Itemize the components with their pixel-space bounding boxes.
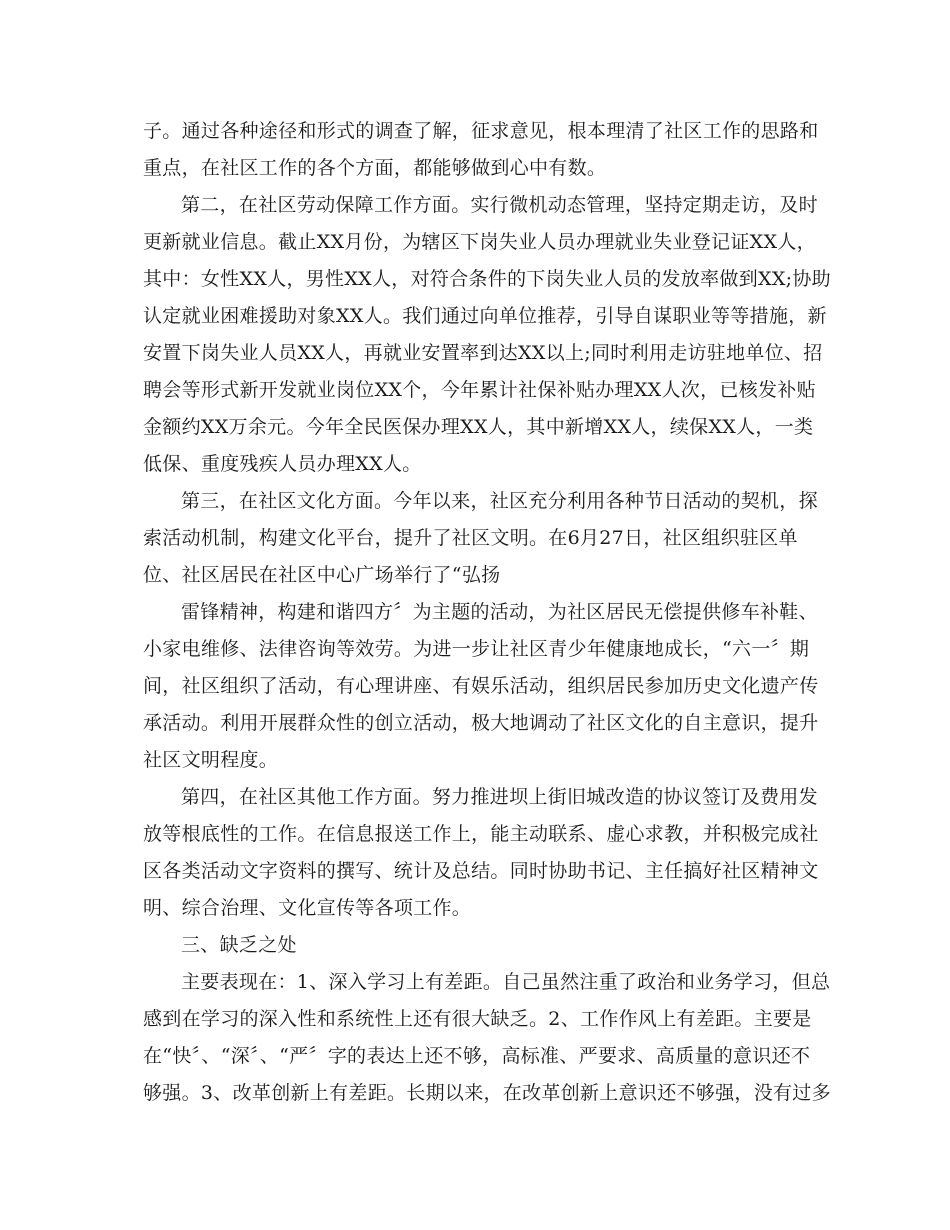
paragraph-start-line: 第三，在社区文化方面。今年以来，社区充分利用各种节日活动的契机，探 (181, 490, 818, 512)
text-line: 明、综合治理、文化宣传等各项工作。 (143, 897, 472, 919)
text-line: 安置下岗失业人员XX人，再就业安置率到达XX以上;同时利用走访驻地单位、招 (143, 342, 823, 364)
text-line: 金额约XX万余元。今年全民医保办理XX人，其中新增XX人，续保XX人，一类 (143, 416, 814, 438)
text-line: 子。通过各种途径和形式的调查了解，征求意见，根本理清了社区工作的思路和 (143, 120, 819, 142)
text-line: 在“快〞、“深〞、“严〞字的表达上还不够，高标准、严要求、高质量的意识还不 (143, 1045, 811, 1067)
text-line: 位、社区居民在社区中心广场举行了“弘扬 (143, 564, 501, 586)
paragraph-start-line: 主要表现在：1、深入学习上有差距。自己虽然注重了政治和业务学习，但总 (181, 971, 831, 993)
section-heading: 三、缺乏之处 (181, 934, 297, 956)
text-line: 感到在学习的深入性和系统性上还有很大缺乏。2、工作作风上有差距。主要是 (143, 1008, 812, 1030)
text-line: 间，社区组织了活动，有心理讲座、有娱乐活动，组织居民参加历史文化遗产传 (143, 675, 819, 697)
text-line: 重点，在社区工作的各个方面，都能够做到心中有数。 (143, 157, 607, 179)
text-line: 更新就业信息。截止XX月份，为辖区下岗失业人员办理就业失业登记证XX人， (143, 231, 816, 253)
text-line: 够强。3、改革创新上有差距。长期以来，在改革创新上意识还不够强，没有过多 (143, 1082, 831, 1104)
text-line: 低保、重度残疾人员办理XX人。 (143, 453, 422, 475)
text-line: 承活动。利用开展群众性的创立活动，极大地调动了社区文化的自主意识，提升 (143, 712, 819, 734)
paragraph-start-line: 第四，在社区其他工作方面。努力推进坝上街旧城改造的协议签订及费用发 (181, 786, 818, 808)
paragraph-start-line: 第二，在社区劳动保障工作方面。实行微机动态管理，坚持定期走访，及时 (181, 194, 818, 216)
text-line: 认定就业困难援助对象XX人。我们通过向单位推荐，引导自谋职业等等措施，新 (143, 305, 827, 327)
text-line: 放等根底性的工作。在信息报送工作上，能主动联系、虚心求教，并积极完成社 (143, 823, 819, 845)
text-line: 索活动机制，构建文化平台，提升了社区文明。在6月27日，社区组织驻区单 (143, 527, 798, 549)
text-line: 聘会等形式新开发就业岗位XX个，今年累计社保补贴办理XX人次，已核发补贴 (143, 379, 816, 401)
paragraph-start-line: 雷锋精神，构建和谐四方〞为主题的活动，为社区居民无偿提供修车补鞋、 (181, 601, 818, 623)
text-line: 区各类活动文字资料的撰写、统计及总结。同时协助书记、主任搞好社区精神文 (143, 860, 819, 882)
text-line: 社区文明程度。 (143, 749, 279, 771)
text-line: 小家电维修、法律咨询等效劳。为进一步让社区青少年健康地成长，“六一〞期 (143, 638, 810, 660)
text-line: 其中：女性XX人，男性XX人，对符合条件的下岗失业人员的发放率做到XX;协助 (143, 268, 831, 290)
